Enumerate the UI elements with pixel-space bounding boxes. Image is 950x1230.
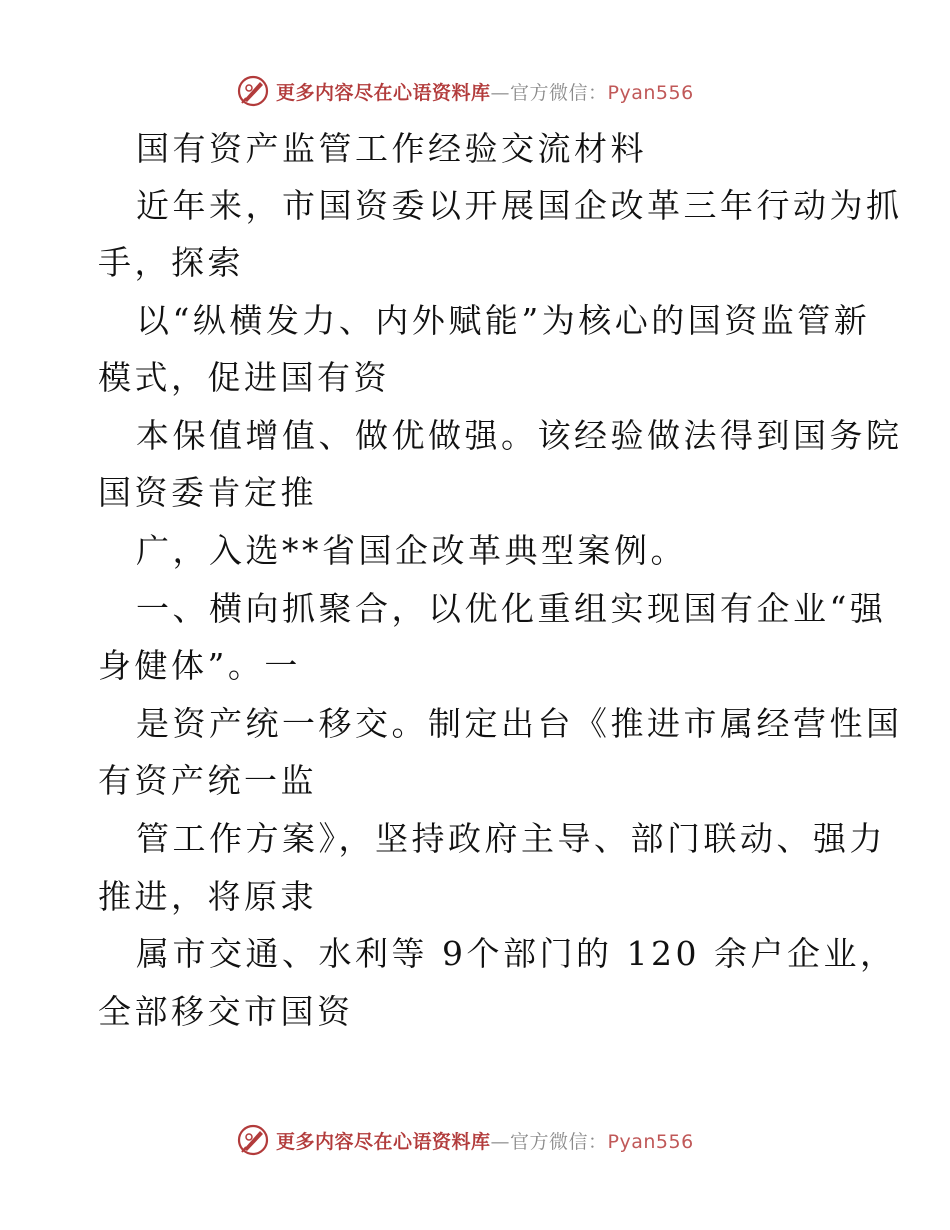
paragraph-line: 管工作方案》，坚持政府主导、部门联动、强力	[136, 819, 886, 858]
paragraph-line: 全部移交市国资	[98, 992, 354, 1031]
watermark-wechat-id: Pyan556	[607, 1130, 694, 1153]
watermark-wechat-id: Pyan556	[607, 81, 694, 104]
watermark-label: 官方微信：	[510, 1130, 608, 1153]
watermark-text	[276, 1127, 694, 1154]
quill-pen-circle-icon	[236, 74, 270, 108]
watermark-brand: 更多内容尽在心语资料库	[276, 81, 491, 104]
footer-watermark	[236, 1122, 694, 1158]
watermark-brand: 更多内容尽在心语资料库	[276, 1130, 491, 1153]
section-heading-line: 身健体”。一	[98, 646, 301, 685]
watermark-text	[276, 78, 694, 105]
paragraph-line: 属市交通、水利等 9个部门的 120 余户企业，	[136, 934, 897, 973]
document-title: 国有资产监管工作经验交流材料	[136, 129, 647, 168]
paragraph-line: 手，探索	[98, 243, 244, 282]
paragraph-line: 有资产统一监	[98, 761, 317, 800]
watermark-dash: —	[490, 1130, 511, 1153]
paragraph-line: 国资委肯定推	[98, 473, 317, 512]
paragraph-line: 推进，将原隶	[98, 877, 317, 916]
header-watermark	[236, 73, 694, 109]
paragraph-line: 以“纵横发力、内外赋能”为核心的国资监管新	[136, 301, 871, 340]
paragraph-line: 本保值增值、做优做强。该经验做法得到国务院	[136, 416, 903, 455]
watermark-dash: —	[490, 81, 511, 104]
paragraph-line: 近年来，市国资委以开展国企改革三年行动为抓	[136, 186, 903, 225]
section-heading-line: 一、横向抓聚合，以优化重组实现国有企业“强	[136, 589, 887, 628]
paragraph-line: 模式，促进国有资	[98, 358, 390, 397]
paragraph-line: 广，入选**省国企改革典型案例。	[136, 531, 687, 570]
quill-pen-circle-icon	[236, 1123, 270, 1157]
paragraph-line: 是资产统一移交。制定出台《推进市属经营性国	[136, 704, 903, 743]
watermark-label: 官方微信：	[510, 81, 608, 104]
